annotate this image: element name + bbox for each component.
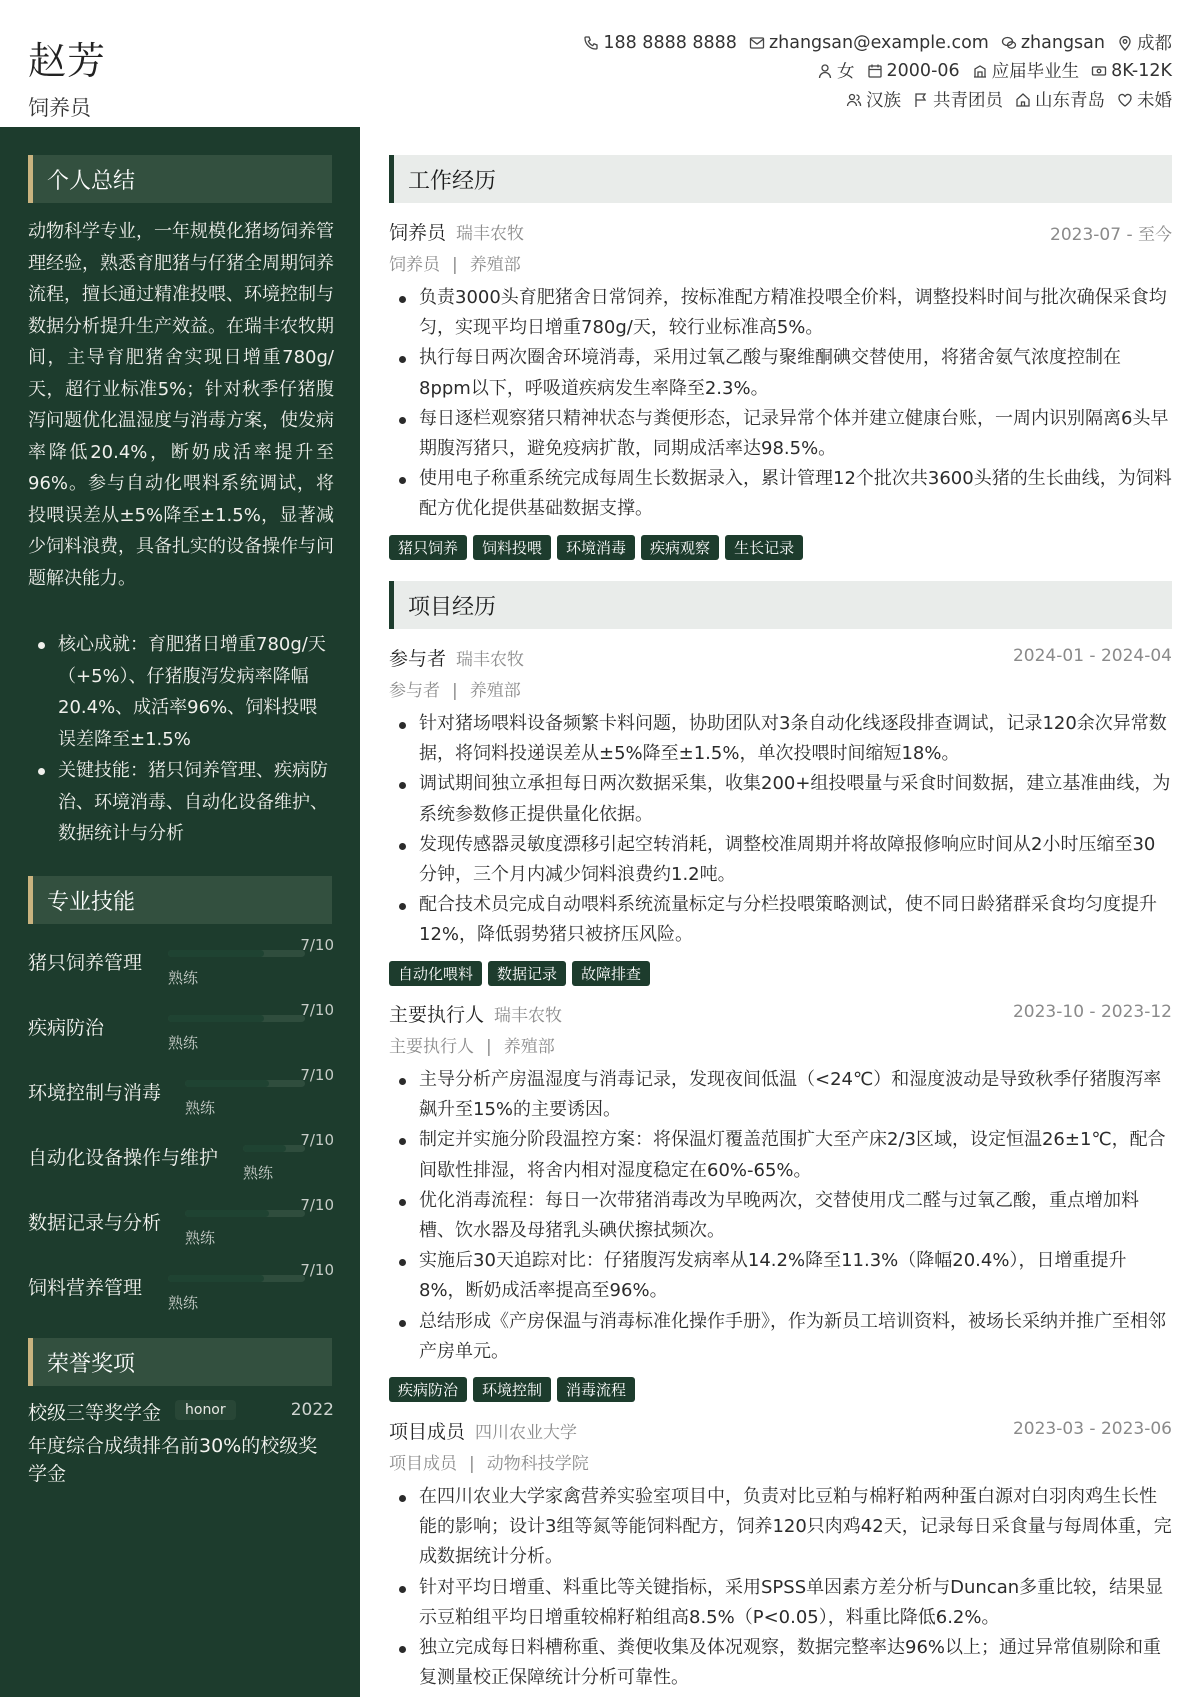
skill-item bbox=[28, 936, 334, 996]
status-text: 应届毕业生 bbox=[991, 62, 1080, 82]
bullet-item: 每日逐栏观察猪只精神状态与粪便形态，记录异常个体并建立健康台账，一周内识别隔离6头早期腹泻猪只，避免疫病扩散，同期成活率达98.5%。 bbox=[389, 404, 1172, 464]
skill-progress-bar bbox=[185, 1080, 305, 1087]
phone-item bbox=[583, 30, 737, 55]
personal-row bbox=[846, 87, 1172, 112]
skill-level: 熟练 bbox=[185, 1099, 216, 1117]
skills-section-title: 专业技能 bbox=[47, 890, 136, 915]
political-text: 共青团员 bbox=[933, 91, 1003, 111]
entry-sub-role: 参与者 bbox=[389, 681, 440, 701]
entry-bullets bbox=[389, 1065, 1172, 1367]
heart-icon bbox=[1117, 92, 1133, 108]
entry-subline bbox=[389, 676, 1172, 701]
skill-level: 熟练 bbox=[168, 1034, 199, 1052]
summary-section-header bbox=[28, 155, 332, 203]
entry-bullets bbox=[389, 709, 1172, 951]
honor-description: 年度综合成绩排名前30%的校级奖学金 bbox=[28, 1435, 318, 1485]
skill-progress-bar bbox=[168, 1015, 305, 1022]
skill-tag: 疾病观察 bbox=[641, 535, 719, 560]
entry-heading bbox=[389, 644, 1172, 674]
entry-sub-role: 项目成员 bbox=[389, 1454, 457, 1474]
separator: | bbox=[452, 681, 458, 701]
bullet-item: 主导分析产房温湿度与消毒记录，发现夜间低温（<24℃）和湿度波动是导致秋季仔猪腹泻率飙升至15%的主要诱因。 bbox=[389, 1065, 1172, 1125]
entry-dept: 动物科技学院 bbox=[486, 1454, 589, 1474]
entry-org: 四川农业大学 bbox=[475, 1423, 578, 1443]
ethnicity-item bbox=[846, 87, 901, 112]
entry-org: 瑞丰农牧 bbox=[494, 1006, 563, 1026]
entry-tags bbox=[389, 1377, 1172, 1402]
honor-tag: honor bbox=[175, 1400, 236, 1420]
gender-text: 女 bbox=[837, 62, 855, 82]
project-entry bbox=[389, 644, 1172, 986]
ethnicity-text: 汉族 bbox=[866, 91, 901, 111]
email-item bbox=[749, 30, 989, 55]
mail-icon bbox=[749, 35, 765, 51]
entry-tags bbox=[389, 535, 1172, 560]
entry-role: 参与者 bbox=[389, 648, 447, 670]
building-icon bbox=[972, 63, 988, 79]
bullet-item: 执行每日两次圈舍环境消毒，采用过氧乙酸与聚维酮碘交替使用，将猪舍氨气浓度控制在8ppm以下，呼吸道疾病发生率降至2.3%。 bbox=[389, 343, 1172, 403]
birth-text: 2000-06 bbox=[886, 60, 960, 81]
highlight-item: 核心成就：育肥猪日增重780g/天（+5%）、仔猪腹泻发病率降幅20.4%、成活率96%、饲料投喂误差降至±1.5% bbox=[28, 629, 334, 755]
skill-score: 7/10 bbox=[300, 1196, 334, 1214]
wechat-text: zhangsan bbox=[1020, 32, 1105, 53]
flag-icon bbox=[913, 92, 929, 108]
skill-tag: 饲料投喂 bbox=[473, 535, 551, 560]
skill-score: 7/10 bbox=[300, 1261, 334, 1279]
entry-subline bbox=[389, 1449, 1172, 1474]
skill-level: 熟练 bbox=[168, 1294, 199, 1312]
calendar-icon bbox=[867, 63, 883, 79]
salary-item bbox=[1091, 58, 1172, 83]
skill-item bbox=[28, 1131, 334, 1191]
separator: | bbox=[452, 255, 458, 275]
skill-progress-fill bbox=[243, 1145, 286, 1152]
skill-tag: 环境控制 bbox=[473, 1377, 551, 1402]
entry-heading bbox=[389, 218, 1172, 248]
bullet-item: 配合技术员完成自动喂料系统流量标定与分栏投喂策略测试，使不同日龄猪群采食均匀度提升12%，降低弱势猪只被挤压风险。 bbox=[389, 890, 1172, 950]
skill-name: 自动化设备操作与维护 bbox=[28, 1147, 219, 1169]
skill-item bbox=[28, 1001, 334, 1061]
skill-level: 熟练 bbox=[168, 969, 199, 987]
city-text: 成都 bbox=[1137, 34, 1172, 54]
bullet-item: 针对平均日增重、料重比等关键指标，采用SPSS单因素方差分析与Duncan多重比较，结果显示豆粕组平均日增重较棉籽粕组高8.5%（P<0.05），料重比降低6.2%。 bbox=[389, 1573, 1172, 1633]
skill-tag: 猪只饲养 bbox=[389, 535, 467, 560]
entry-subline bbox=[389, 250, 1172, 275]
project-entry bbox=[389, 1417, 1172, 1693]
bullet-item: 独立完成每日料槽称重、粪便收集及体况观察，数据完整率达96%以上；通过异常值剔除和重复测量校正保障统计分析可靠性。 bbox=[389, 1633, 1172, 1693]
skill-tag: 故障排查 bbox=[572, 961, 650, 986]
bullet-item: 实施后30天追踪对比：仔猪腹泻发病率从14.2%降至11.3%（降幅20.4%），日增重提升8%，断奶成活率提高至96%。 bbox=[389, 1246, 1172, 1306]
honors-section-title: 荣誉奖项 bbox=[47, 1352, 136, 1377]
city-item bbox=[1117, 30, 1172, 55]
skill-tag: 消毒流程 bbox=[557, 1377, 635, 1402]
home-icon bbox=[1015, 92, 1031, 108]
separator: | bbox=[486, 1037, 492, 1057]
skill-item bbox=[28, 1196, 334, 1256]
location-pin-icon bbox=[1117, 35, 1133, 51]
entry-org: 瑞丰农牧 bbox=[456, 650, 525, 670]
entry-role: 项目成员 bbox=[389, 1421, 466, 1443]
entry-dept: 养殖部 bbox=[469, 681, 521, 701]
bullet-item: 调试期间独立承担每日两次数据采集，收集200+组投喂量与采食时间数据，建立基准曲线，为系统参数修正提供量化依据。 bbox=[389, 769, 1172, 829]
work-section-title: 工作经历 bbox=[408, 169, 497, 194]
honor-name: 校级三等奖学金 bbox=[28, 1402, 162, 1424]
projects-section-title: 项目经历 bbox=[408, 595, 497, 620]
project-entry bbox=[389, 1000, 1172, 1402]
skill-name: 饲料营养管理 bbox=[28, 1277, 143, 1299]
skill-progress-bar bbox=[185, 1210, 305, 1217]
political-item bbox=[913, 87, 1003, 112]
skill-progress-bar bbox=[243, 1145, 305, 1152]
phone-text: 188 8888 8888 bbox=[603, 32, 737, 53]
entry-bullets bbox=[389, 1482, 1172, 1693]
summary-section-title: 个人总结 bbox=[47, 169, 136, 194]
skill-progress-bar bbox=[168, 1275, 305, 1282]
skill-name: 猪只饲养管理 bbox=[28, 952, 143, 974]
money-icon bbox=[1091, 63, 1107, 79]
entry-date: 2023-10 - 2023-12 bbox=[1012, 1002, 1172, 1022]
summary-text: 动物科学专业，一年规模化猪场饲养管理经验，熟悉育肥猪与仔猪全周期饲养流程，擅长通过精准投喂、环境控制与数据分析提升生产效益。在瑞丰农牧期间，主导育肥猪舍实现日增重780g/天，超行业标准5%；针对秋季仔猪腹泻问题优化温湿度与消毒方案，使发病率降低20.4%，断奶成活率提升至96%。参与自动化喂料系统调试，将投喂误差从±5%降至±1.5%，显著减少饲料浪费，具备扎实的设备操作与问题解决能力。 bbox=[28, 221, 334, 589]
bullet-item: 在四川农业大学家禽营养实验室项目中，负责对比豆粕与棉籽粕两种蛋白源对白羽肉鸡生长性能的影响；设计3组等氮等能饲料配方，饲养120只肉鸡42天，记录每日采食量与每周体重，完成数据统计分析。 bbox=[389, 1482, 1172, 1573]
gender-item bbox=[817, 58, 855, 83]
contact-row bbox=[583, 30, 1172, 55]
work-entry bbox=[389, 218, 1172, 560]
candidate-name: 赵芳 bbox=[28, 39, 107, 83]
wechat-item bbox=[1001, 30, 1105, 55]
email-text: zhangsan@example.com bbox=[768, 32, 989, 53]
skill-tag: 生长记录 bbox=[725, 535, 803, 560]
skill-progress-bar bbox=[168, 950, 305, 957]
entry-date: 2023-07 - 至今 bbox=[1050, 225, 1172, 245]
skill-score: 7/10 bbox=[300, 1131, 334, 1149]
entry-bullets bbox=[389, 283, 1172, 525]
skill-tag: 数据记录 bbox=[488, 961, 566, 986]
separator: | bbox=[469, 1454, 475, 1474]
salary-text: 8K-12K bbox=[1111, 60, 1172, 81]
entry-dept: 养殖部 bbox=[503, 1037, 555, 1057]
resume-header bbox=[0, 0, 1200, 127]
skill-tag: 疾病防治 bbox=[389, 1377, 467, 1402]
entry-heading bbox=[389, 1000, 1172, 1030]
marital-text: 未婚 bbox=[1137, 91, 1172, 111]
entry-tags bbox=[389, 961, 1172, 986]
skill-name: 环境控制与消毒 bbox=[28, 1082, 162, 1104]
entry-sub-role: 饲养员 bbox=[389, 255, 440, 275]
bullet-item: 负责3000头育肥猪舍日常饲养，按标准配方精准投喂全价料，调整投料时间与批次确保采食均匀，实现平均日增重780g/天，较行业标准高5%。 bbox=[389, 283, 1172, 343]
skill-progress-fill bbox=[168, 950, 264, 957]
projects-section-header bbox=[389, 581, 1172, 629]
skill-score: 7/10 bbox=[300, 1066, 334, 1084]
skill-tag: 自动化喂料 bbox=[389, 961, 482, 986]
bullet-item: 发现传感器灵敏度漂移引起空转消耗，调整校准周期并将故障报修响应时间从2小时压缩至30分钟，三个月内减少饲料浪费约1.2吨。 bbox=[389, 830, 1172, 890]
skill-level: 熟练 bbox=[185, 1229, 216, 1247]
entry-dept: 养殖部 bbox=[469, 255, 521, 275]
skill-item bbox=[28, 1066, 334, 1126]
hometown-text: 山东青岛 bbox=[1035, 91, 1105, 111]
skills-section-header bbox=[28, 876, 332, 924]
profile-row bbox=[817, 58, 1172, 83]
highlights-list bbox=[28, 629, 334, 850]
honor-year: 2022 bbox=[290, 1400, 334, 1420]
entry-subline bbox=[389, 1032, 1172, 1057]
skill-score: 7/10 bbox=[300, 1001, 334, 1019]
skill-item bbox=[28, 1261, 334, 1321]
phone-icon bbox=[583, 35, 599, 51]
user-icon bbox=[817, 63, 833, 79]
hometown-item bbox=[1015, 87, 1105, 112]
marital-item bbox=[1117, 87, 1172, 112]
skill-progress-fill bbox=[168, 1275, 264, 1282]
skill-name: 疾病防治 bbox=[28, 1017, 105, 1039]
skill-tag: 环境消毒 bbox=[557, 535, 635, 560]
entry-date: 2023-03 - 2023-06 bbox=[1012, 1419, 1172, 1439]
skill-score: 7/10 bbox=[300, 936, 334, 954]
group-icon bbox=[846, 92, 862, 108]
candidate-title: 饲养员 bbox=[28, 96, 91, 120]
entry-date: 2024-01 - 2024-04 bbox=[1012, 646, 1172, 666]
highlight-item: 关键技能：猪只饲养管理、疾病防治、环境消毒、自动化设备维护、数据统计与分析 bbox=[28, 755, 334, 850]
entry-sub-role: 主要执行人 bbox=[389, 1037, 474, 1057]
work-section-header bbox=[389, 155, 1172, 203]
bullet-item: 针对猪场喂料设备频繁卡料问题，协助团队对3条自动化线逐段排查调试，记录120余次异常数据，将饲料投递误差从±5%降至±1.5%，单次投喂时间缩短18%。 bbox=[389, 709, 1172, 769]
wechat-icon bbox=[1001, 35, 1017, 51]
bullet-item: 优化消毒流程：每日一次带猪消毒改为早晚两次，交替使用戊二醛与过氧乙酸，重点增加料槽、饮水器及母猪乳头碘伏擦拭频次。 bbox=[389, 1186, 1172, 1246]
bullet-item: 使用电子称重系统完成每周生长数据录入，累计管理12个批次共3600头猪的生长曲线，为饲料配方优化提供基础数据支撑。 bbox=[389, 464, 1172, 524]
entry-role: 主要执行人 bbox=[389, 1004, 485, 1026]
skill-name: 数据记录与分析 bbox=[28, 1212, 162, 1234]
honors-section-header bbox=[28, 1338, 332, 1386]
entry-org: 瑞丰农牧 bbox=[456, 224, 525, 244]
skill-level: 熟练 bbox=[243, 1164, 274, 1182]
bullet-item: 制定并实施分阶段温控方案：将保温灯覆盖范围扩大至产床2/3区域，设定恒温26±1℃，配合间歇性排湿，将舍内相对湿度稳定在60%-65%。 bbox=[389, 1125, 1172, 1185]
skill-progress-fill bbox=[168, 1015, 264, 1022]
entry-heading bbox=[389, 1417, 1172, 1447]
bullet-item: 总结形成《产房保温与消毒标准化操作手册》，作为新员工培训资料，被场长采纳并推广至相邻产房单元。 bbox=[389, 1307, 1172, 1367]
status-item bbox=[972, 58, 1080, 83]
birth-item bbox=[867, 58, 960, 83]
skill-progress-fill bbox=[185, 1210, 269, 1217]
skill-progress-fill bbox=[185, 1080, 269, 1087]
entry-role: 饲养员 bbox=[389, 222, 447, 244]
